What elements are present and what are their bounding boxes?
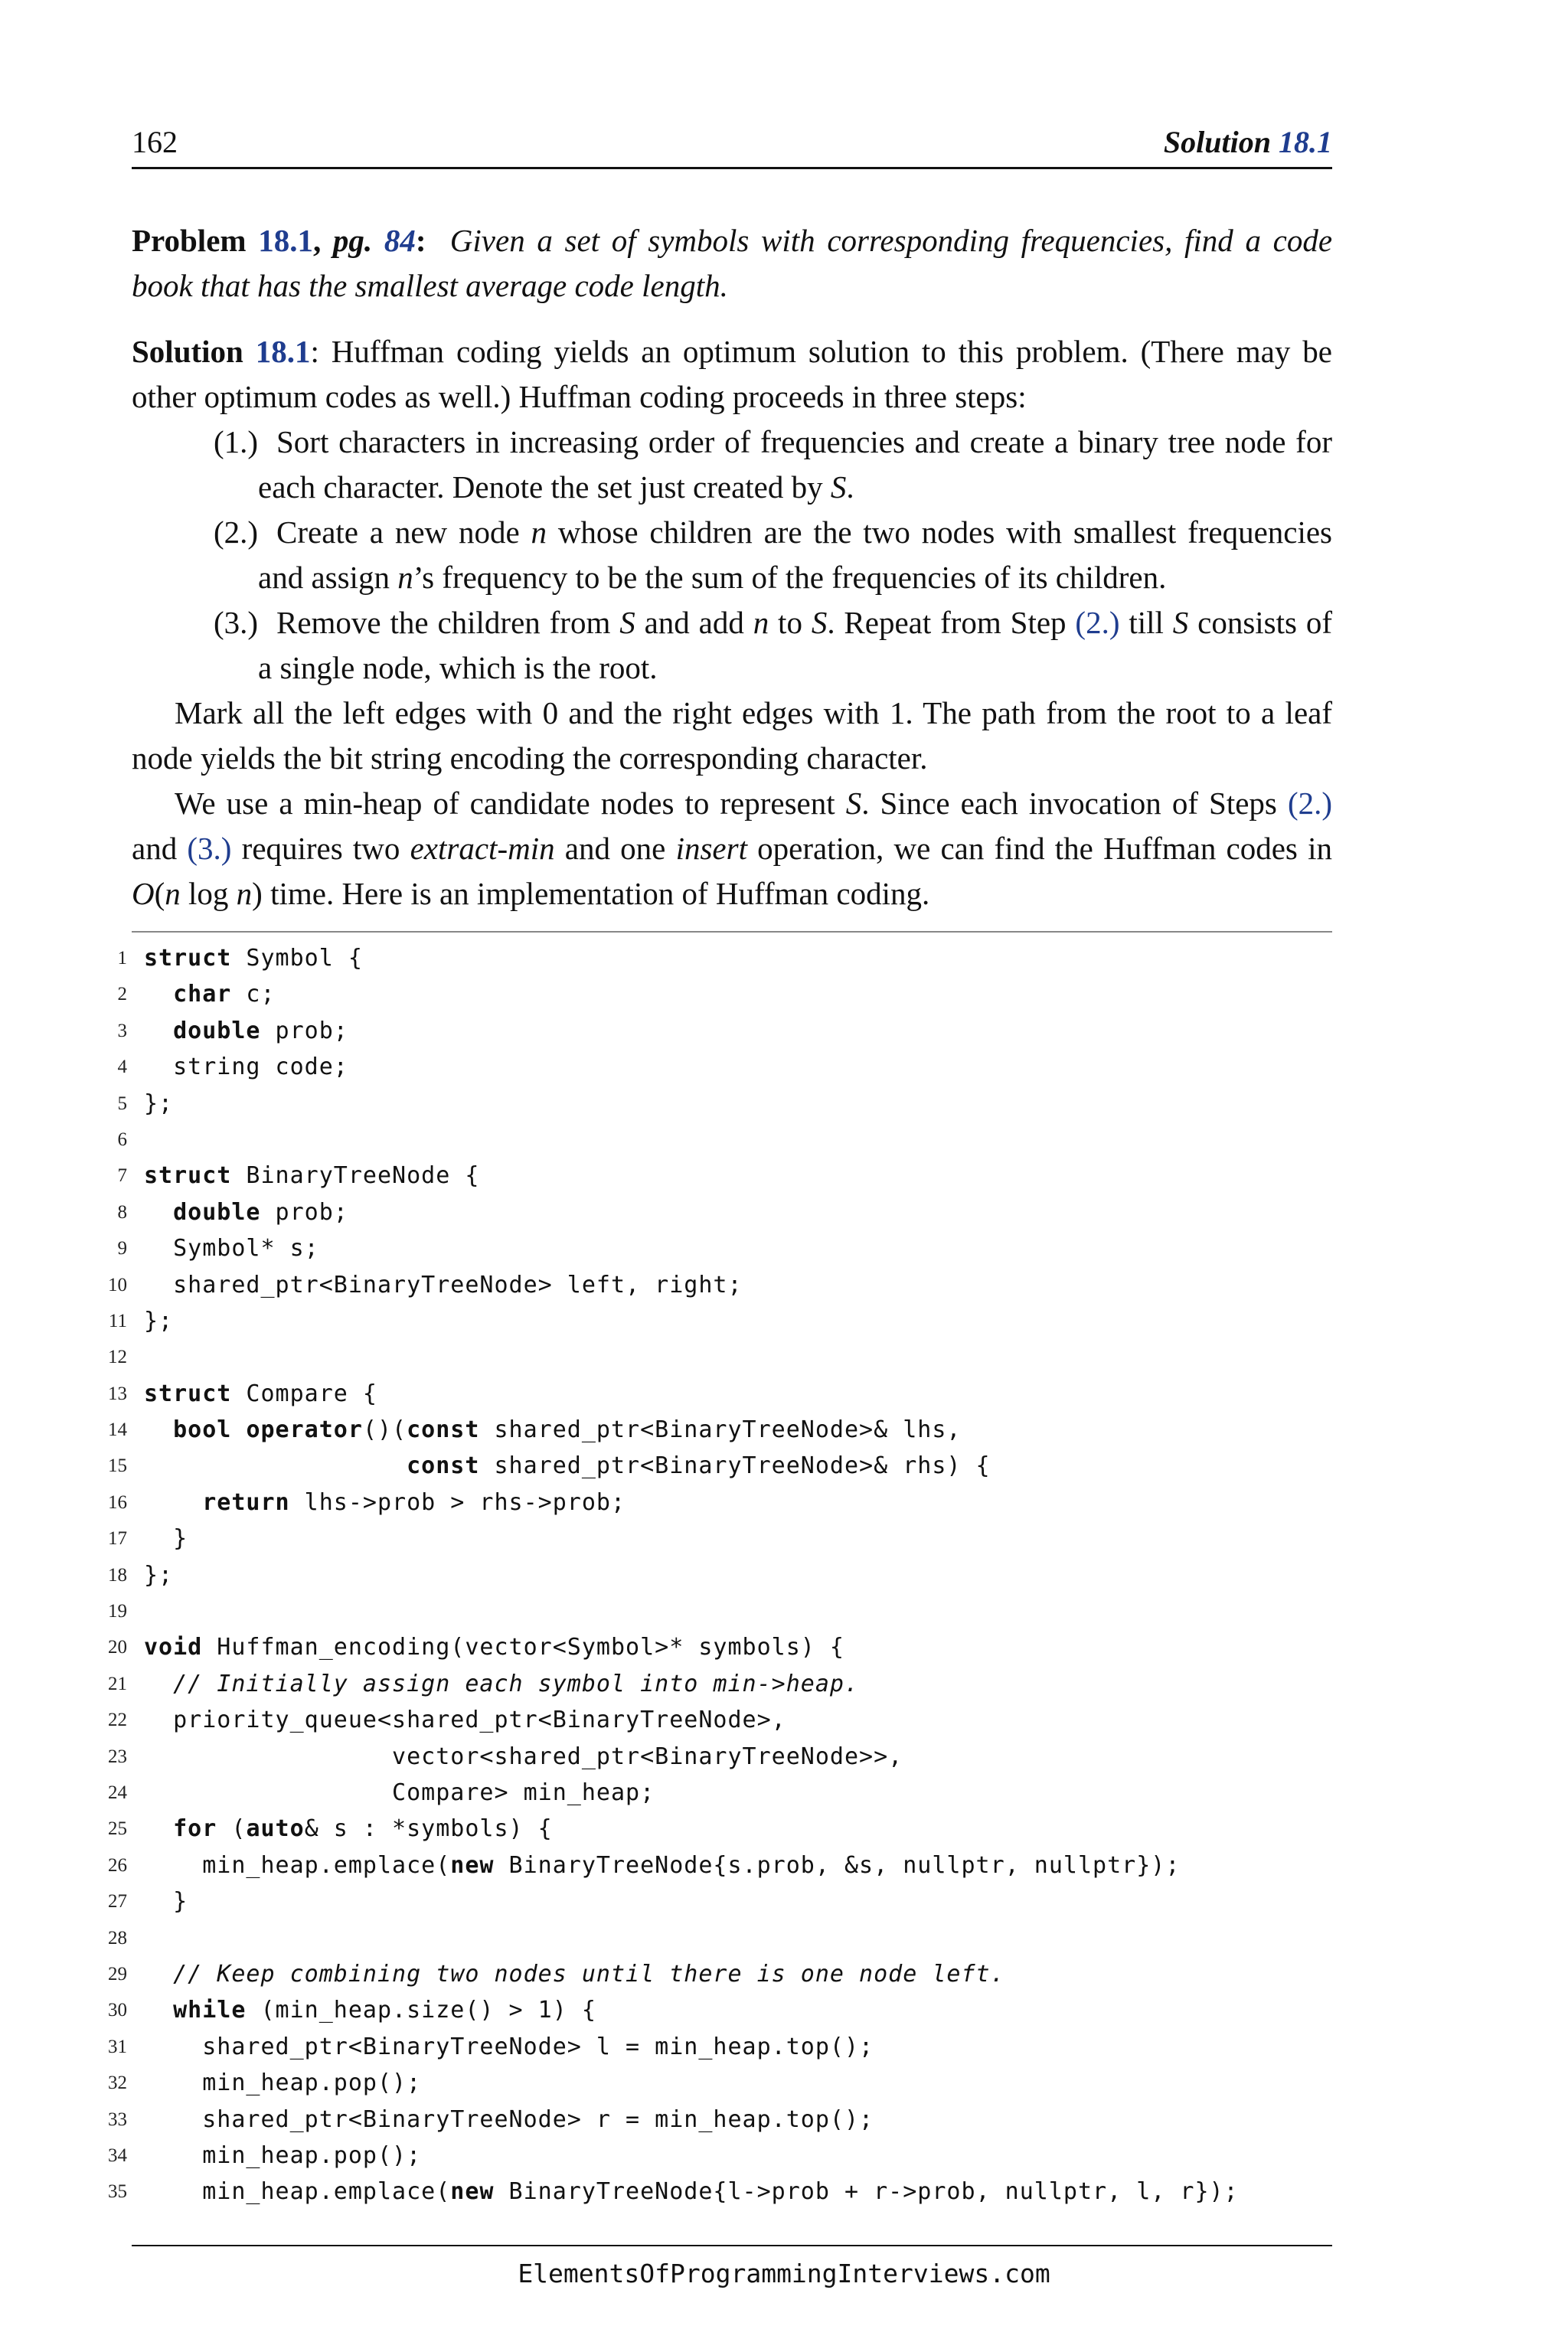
code-line	[77, 2102, 1378, 2138]
line-number: 10	[108, 1274, 127, 1295]
solution-label: Solution	[132, 334, 243, 369]
line-number: 23	[108, 1746, 127, 1767]
line-number: 26	[108, 1854, 127, 1876]
code-text: Compare> min_heap;	[144, 1779, 655, 1806]
section-number-link[interactable]: 18.1	[1279, 125, 1332, 159]
paragraph-edge-marking: Mark all the left edges with 0 and the right edges with 1. The path from the root to a leaf node yields the bit string encoding the corresponding character.	[132, 695, 1332, 776]
solution-intro: Solution 18.1: Huffman coding yields an optimum solution to this problem. (There may be other optimum codes as well.) Huffman coding proceeds in three steps:	[132, 334, 1332, 414]
step-number: (2.)	[214, 514, 259, 550]
line-number: 2	[117, 984, 127, 1005]
code-line	[77, 1049, 1378, 1085]
line-number: 18	[108, 1564, 127, 1586]
code-line	[77, 1920, 1378, 1956]
solution-number-link[interactable]: 18.1	[255, 334, 311, 369]
code-line	[77, 1448, 1378, 1484]
line-number: 12	[108, 1347, 127, 1368]
solution-body	[132, 329, 1332, 916]
code-line	[77, 1883, 1378, 1919]
code-text: shared_ptr<BinaryTreeNode> r = min_heap.top();	[144, 2105, 874, 2133]
code-line	[77, 1230, 1378, 1266]
line-number: 29	[108, 1963, 127, 1984]
code-line	[77, 1992, 1378, 2028]
code-line	[77, 1122, 1378, 1158]
code-line	[77, 1086, 1378, 1122]
code-text: string code;	[144, 1054, 348, 1081]
code-line	[77, 1557, 1378, 1593]
line-number: 30	[108, 2000, 127, 2021]
running-head	[132, 124, 1332, 170]
code-text: bool operator()(const shared_ptr<BinaryTreeNode>& lhs,	[173, 1416, 962, 1444]
code-text: return lhs->prob > rhs->prob;	[202, 1488, 626, 1516]
code-text: min_heap.emplace(new BinaryTreeNode{l->prob + r->prob, nullptr, l, r});	[144, 2178, 1239, 2206]
code-line	[77, 1194, 1378, 1230]
code-text: // Keep combining two nodes until there is one node left.	[173, 1960, 1005, 1988]
problem-number-link[interactable]: 18.1	[258, 223, 313, 258]
problem-page-label: pg.	[332, 223, 373, 258]
code-text: double prob;	[173, 1017, 348, 1044]
code-line	[77, 1267, 1378, 1303]
code-listing	[77, 940, 1378, 2210]
step-2-link[interactable]: (2.)	[1075, 605, 1120, 640]
code-text: }	[144, 1525, 188, 1553]
code-text: shared_ptr<BinaryTreeNode> left, right;	[144, 1271, 743, 1298]
code-line	[77, 1521, 1378, 1557]
line-number: 24	[108, 1782, 127, 1803]
step-3: (3.) Remove the children from S and add n to S. Repeat from Step (2.) till S consists of a single node, which is the root.	[176, 600, 1332, 691]
code-listing-rule	[132, 931, 1332, 933]
line-number: 11	[108, 1310, 127, 1331]
code-line	[77, 1702, 1378, 1738]
line-number: 7	[117, 1165, 127, 1187]
code-line	[77, 2174, 1378, 2210]
code-text: shared_ptr<BinaryTreeNode> l = min_heap.top();	[144, 2033, 874, 2060]
problem-label: Problem	[132, 223, 247, 258]
code-text: Symbol* s;	[144, 1235, 319, 1263]
line-number: 34	[108, 2145, 127, 2166]
line-number: 6	[117, 1129, 127, 1150]
code-line	[77, 1739, 1378, 1775]
problem-page-link[interactable]: 84	[384, 223, 416, 258]
code-text: };	[144, 1089, 174, 1117]
line-number: 5	[117, 1093, 127, 1114]
code-text: };	[144, 1307, 174, 1334]
line-number: 17	[108, 1528, 127, 1550]
problem-statement: Problem 18.1, pg. 84: Given a set of symbols with corresponding frequencies, find a code book that has the smallest average code length.	[132, 223, 1333, 303]
step-number: (3.)	[214, 605, 259, 640]
line-number: 35	[108, 2181, 127, 2203]
line-number: 9	[117, 1238, 127, 1259]
line-number: 4	[117, 1057, 127, 1078]
code-text: // Initially assign each symbol into min->heap.	[173, 1670, 860, 1697]
code-line	[77, 1811, 1378, 1847]
code-line	[77, 1629, 1378, 1665]
code-line	[77, 1775, 1378, 1811]
page-number: 162	[132, 125, 178, 159]
line-number: 31	[108, 2036, 127, 2057]
code-text: for (auto& s : *symbols) {	[173, 1815, 553, 1843]
step-2: (2.) Create a new node n whose children are the two nodes with smallest frequencies and assign n’s frequency to be the sum of the frequencies of its children.	[176, 510, 1332, 600]
line-number: 27	[108, 1891, 127, 1913]
code-line	[77, 2029, 1378, 2065]
code-line	[77, 1485, 1378, 1521]
code-line	[77, 1666, 1378, 1702]
line-number: 8	[117, 1201, 127, 1223]
line-number: 15	[108, 1455, 127, 1477]
code-line	[77, 1593, 1378, 1629]
code-text: const shared_ptr<BinaryTreeNode>& rhs) {	[407, 1452, 991, 1480]
code-line	[77, 1013, 1378, 1049]
line-number: 3	[117, 1020, 127, 1041]
line-number: 13	[108, 1383, 127, 1404]
line-number: 32	[108, 2073, 127, 2094]
code-line	[77, 2065, 1378, 2101]
line-number: 21	[108, 1673, 127, 1694]
code-text: min_heap.pop();	[144, 2141, 422, 2169]
solution-intro-text: Huffman coding yields an optimum solution to this problem. (There may be other optimum codes as well.) Huffman coding proceeds in three steps:	[132, 334, 1332, 414]
paragraph-min-heap: We use a min-heap of candidate nodes to represent S. Since each invocation of Steps (2.) and (3.) requires two extract-min and one insert operation, we can find the Huffman codes in O(n log n) time. Here is an implementation of Huffman coding.	[132, 786, 1332, 911]
step-2-link[interactable]: (2.)	[1287, 786, 1332, 821]
code-line	[77, 1158, 1378, 1194]
code-text: struct Symbol {	[144, 945, 363, 972]
code-line	[77, 1847, 1378, 1883]
code-text: struct Compare {	[144, 1380, 377, 1407]
code-line	[77, 2138, 1378, 2174]
step-3-link[interactable]: (3.)	[187, 831, 232, 866]
code-text: }	[144, 1888, 188, 1916]
code-line	[77, 1303, 1378, 1339]
section-reference	[1164, 124, 1332, 160]
code-text: vector<shared_ptr<BinaryTreeNode>>,	[144, 1743, 903, 1770]
code-text: double prob;	[173, 1198, 348, 1226]
code-text: struct BinaryTreeNode {	[144, 1162, 480, 1190]
code-line	[77, 1376, 1378, 1412]
header-rule	[132, 167, 1332, 169]
line-number: 25	[108, 1818, 127, 1840]
line-number: 19	[108, 1601, 127, 1622]
code-text: };	[144, 1561, 174, 1589]
code-line	[77, 1339, 1378, 1375]
code-text: char c;	[173, 981, 276, 1008]
steps-list	[132, 420, 1332, 691]
code-text: priority_queue<shared_ptr<BinaryTreeNode>,	[144, 1707, 786, 1734]
code-line	[77, 940, 1378, 976]
code-line	[77, 1412, 1378, 1448]
step-1: (1.) Sort characters in increasing order of frequencies and create a binary tree node for each character. Denote the set just created by S.	[176, 420, 1332, 510]
code-text: min_heap.emplace(new BinaryTreeNode{s.prob, &s, nullptr, nullptr});	[144, 1851, 1181, 1879]
code-line	[77, 1956, 1378, 1992]
code-text: void Huffman_encoding(vector<Symbol>* symbols) {	[144, 1634, 844, 1661]
line-number: 16	[108, 1491, 127, 1513]
footer-rule	[132, 2245, 1332, 2246]
line-number: 14	[108, 1419, 127, 1441]
code-line	[77, 976, 1378, 1012]
line-number: 28	[108, 1927, 127, 1949]
code-text: min_heap.pop();	[144, 2069, 422, 2097]
step-number: (1.)	[214, 424, 259, 459]
line-number: 1	[117, 948, 127, 969]
section-label: Solution	[1163, 125, 1271, 159]
problem-text: Given a set of symbols with corresponding frequencies, find a code book that has the smallest average code length.	[132, 223, 1333, 303]
line-number: 22	[108, 1710, 127, 1731]
line-number: 20	[108, 1637, 127, 1658]
footer-site-url[interactable]: ElementsOfProgrammingInterviews.com	[518, 2259, 1050, 2288]
line-number: 33	[108, 2109, 127, 2130]
code-text: while (min_heap.size() > 1) {	[173, 1997, 596, 2024]
